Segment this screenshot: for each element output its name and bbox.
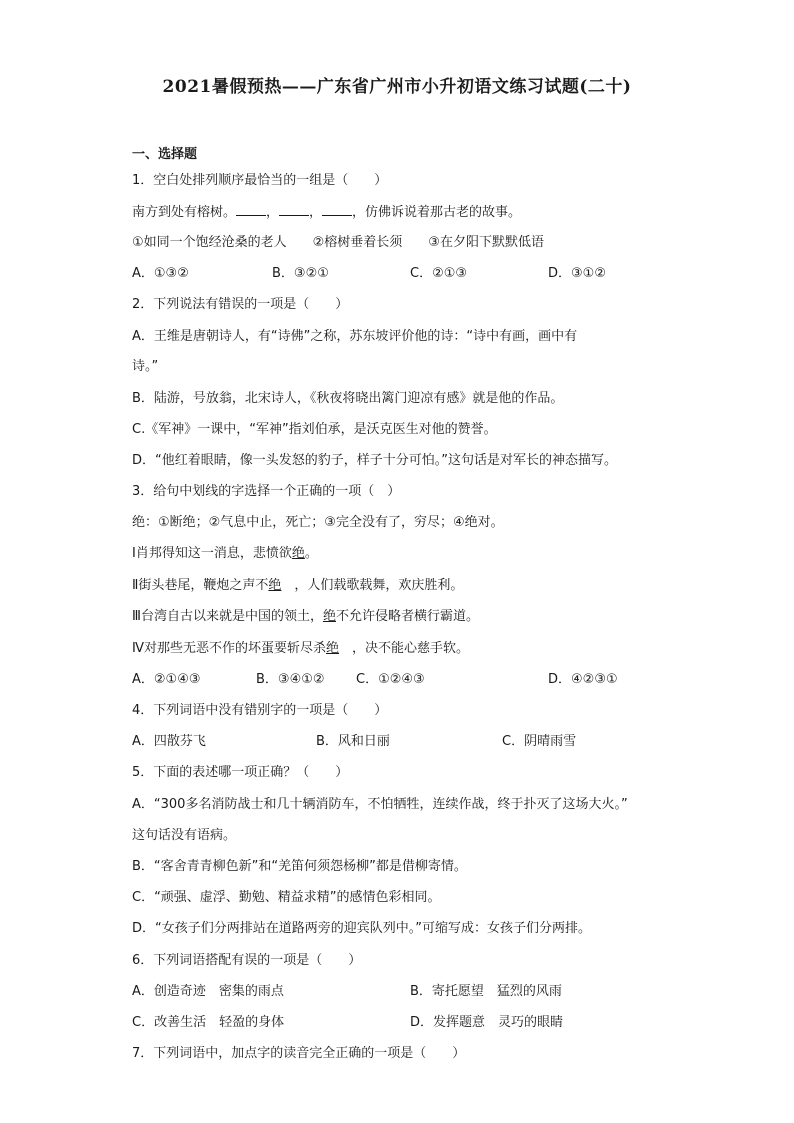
q1-blank-2 — [279, 203, 309, 216]
q6-option-c: C．改善生活 轻盈的身体 — [132, 1015, 285, 1030]
q3-sentence-2 — [132, 577, 463, 595]
q3-s3-underlined: 绝 — [322, 609, 336, 624]
q4-option-b: B．风和日丽 — [316, 734, 390, 749]
q3-s1-underlined: 绝 — [291, 546, 305, 561]
q1-blank-1 — [236, 203, 266, 216]
q7-stem: 7．下列词语中，加点字的读音完全正确的一项是（ ） — [132, 1046, 466, 1061]
q3-s2-end: ，人们载歌载舞，欢庆胜利。 — [281, 578, 464, 593]
q4-stem: 4．下列词语中没有错别字的一项是（ ） — [132, 703, 388, 718]
q1-option-a: A．①③② — [132, 266, 189, 281]
q3-stem: 3．给句中划线的字选择一个正确的一项（ ） — [132, 484, 401, 499]
q5-option-c: C．“顽强、虚浮、勤勉、精益求精”的感情色彩相同。 — [132, 890, 441, 905]
q3-option-b: B．③④①② — [256, 672, 325, 687]
q1-sep-1: ， — [266, 205, 280, 220]
q3-option-c: C．①②④③ — [356, 672, 425, 687]
q2-option-c: C.《军神》一课中，“军神”指刘伯承，是沃克医生对他的赞誉。 — [132, 422, 497, 437]
q1-sentence-start: 南方到处有榕树。 — [132, 205, 237, 220]
q1-stem: 1．空白处排列顺序最恰当的一组是（ ） — [132, 173, 388, 188]
q3-s1-text: Ⅰ肖邦得知这一消息，悲愤欲 — [132, 546, 292, 561]
q6-stem: 6．下列词语搭配有误的一项是（ ） — [132, 953, 362, 968]
q4-option-a: A．四散芬飞 — [132, 734, 206, 749]
q3-s4-underlined: 绝 — [326, 641, 340, 656]
q3-sentence-3 — [132, 608, 479, 626]
q1-blank-3 — [322, 203, 352, 216]
q3-s4-end: ，决不能心慈手软。 — [339, 641, 470, 656]
q5-option-a-cont: 这句话没有语病。 — [132, 828, 237, 843]
q2-option-b: B．陆游，号放翁，北宋诗人，《秋夜将晓出篱门迎凉有感》就是他的作品。 — [132, 391, 564, 406]
q2-stem: 2．下列说法有错误的一项是（ ） — [132, 297, 349, 312]
q1-option-b: B．③②① — [272, 266, 329, 281]
q1-sentence-end: ，仿佛诉说着那古老的故事。 — [352, 205, 522, 220]
q6-option-a: A．创造奇迹 密集的雨点 — [132, 984, 284, 999]
q2-option-d: D．“他红着眼睛，像一头发怒的豹子，样子十分可怕。”这句话是对军长的神态描写。 — [132, 453, 617, 468]
q4-option-c: C．阴晴雨雪 — [502, 734, 577, 749]
q2-option-a-cont: 诗。” — [132, 359, 159, 374]
q1-option-d: D．③①② — [548, 266, 606, 281]
q3-definition: 绝：①断绝；②气息中止，死亡；③完全没有了，穷尽；④绝对。 — [132, 515, 504, 530]
q3-s2-underlined: 绝 — [268, 578, 282, 593]
q3-s4-text: Ⅳ对那些无恶不作的坏蛋要斩尽杀 — [132, 641, 326, 656]
q3-option-d: D．④②③① — [548, 672, 618, 687]
q3-sentence-4 — [132, 640, 469, 658]
q3-s3-text: Ⅲ台湾自古以来就是中国的领土， — [132, 609, 323, 624]
q3-s3-end: 不允许侵略者横行霸道。 — [335, 609, 479, 624]
q1-sentence — [132, 203, 521, 222]
q5-option-b: B．“客舍青青柳色新”和“羌笛何须怨杨柳”都是借柳寄情。 — [132, 859, 467, 874]
q2-option-a: A．王维是唐朝诗人，有“诗佛”之称，苏东坡评价他的诗：“诗中有画，画中有 — [132, 329, 578, 344]
section-heading: 一、选择题 — [132, 147, 198, 162]
q3-s1-end: 。 — [304, 546, 318, 561]
q1-items: ①如同一个饱经沧桑的老人 ②榕树垂着长须 ③在夕阳下默默低语 — [132, 235, 544, 250]
page-title: 2021暑假预热——广东省广州市小升初语文练习试题(二十) — [162, 77, 632, 97]
q1-sep-2: ， — [309, 205, 323, 220]
q5-stem: 5．下面的表述哪一项正确？（ ） — [132, 765, 349, 780]
q3-option-a: A．②①④③ — [132, 672, 201, 687]
q6-option-d: D．发挥题意 灵巧的眼睛 — [410, 1015, 564, 1030]
q5-option-d: D．“女孩子们分两排站在道路两旁的迎宾队列中。”可缩写成：女孩子们分两排。 — [132, 921, 591, 936]
q1-option-c: C．②①③ — [410, 266, 468, 281]
q6-option-b: B．寄托愿望 猛烈的风雨 — [410, 984, 562, 999]
q3-sentence-1 — [132, 545, 318, 563]
q3-s2-text: Ⅱ街头巷尾，鞭炮之声不 — [132, 578, 269, 593]
q5-option-a: A．“300多名消防战士和几十辆消防车，不怕牺牲，连续作战，终于扑灭了这场大火。” — [132, 797, 628, 812]
